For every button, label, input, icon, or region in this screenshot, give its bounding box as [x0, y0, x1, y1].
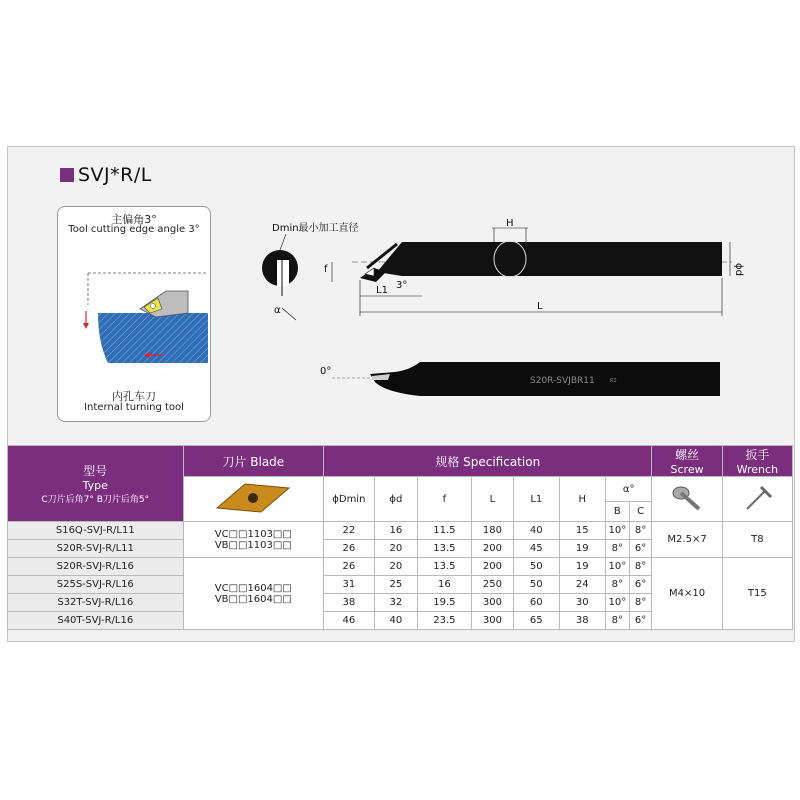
- screw-cell: M4×10: [652, 558, 722, 630]
- blade-image-cell: [183, 477, 323, 522]
- blade-cell: [183, 522, 323, 558]
- spec-cell-h: 30: [559, 594, 605, 612]
- h-label: H: [506, 218, 514, 229]
- spec-cell-d: 20: [374, 540, 417, 558]
- type-cell: S32T-SVJ-R/L16: [8, 594, 184, 612]
- spec-cell-d: 40: [374, 612, 417, 630]
- spec-cell-d: 25: [374, 576, 417, 594]
- spec-cell-c: 8°: [629, 558, 652, 576]
- dmin-label: Dmin最小加工直径: [272, 223, 359, 234]
- zero-angle-label: 0°: [320, 366, 332, 377]
- spec-cell-b: 10°: [605, 522, 629, 540]
- spec-cell-l1: 50: [514, 558, 559, 576]
- bar-marking: S20R-SVJBR11: [530, 376, 595, 386]
- specification-table: [7, 445, 793, 630]
- l-label: L: [537, 301, 543, 312]
- f-label: f: [324, 264, 328, 275]
- angle-label: 3°: [396, 280, 408, 291]
- type-header: 型号 Type C刀片后角7° B刀片后角5°: [8, 446, 184, 522]
- wrench-cell: T8: [722, 522, 792, 558]
- col-f: f: [418, 477, 472, 522]
- spec-cell-b: 10°: [605, 558, 629, 576]
- spec-cell-dmin: 31: [324, 576, 375, 594]
- spec-cell-f: 19.5: [418, 594, 472, 612]
- table-row: [8, 558, 793, 576]
- col-l1: L1: [514, 477, 559, 522]
- blade-code: VB□□1604□□: [214, 593, 292, 605]
- internal-turning-label-cn: 内孔车刀: [112, 390, 156, 403]
- title-marker: [60, 168, 74, 182]
- phi-d-label: ϕd: [733, 263, 744, 276]
- spec-cell-b: 8°: [605, 612, 629, 630]
- spec-cell-c: 6°: [629, 612, 652, 630]
- spec-cell-b: 8°: [605, 540, 629, 558]
- blade-code: VB□□1103□□: [214, 539, 292, 551]
- col-d: ϕd: [374, 477, 417, 522]
- spec-cell-h: 19: [559, 540, 605, 558]
- table-body: [8, 522, 793, 630]
- page-title: [60, 164, 152, 186]
- type-cell: S20R-SVJ-R/L11: [8, 540, 184, 558]
- wrench-cell: T15: [722, 558, 792, 630]
- spec-cell-l: 250: [471, 576, 513, 594]
- spec-cell-d: 32: [374, 594, 417, 612]
- col-alpha: α°: [605, 477, 651, 502]
- spec-cell-c: 6°: [629, 576, 652, 594]
- spec-cell-l: 180: [471, 522, 513, 540]
- cutting-angle-label-cn: 主偏角3°: [111, 213, 157, 226]
- spec-cell-l: 300: [471, 612, 513, 630]
- internal-turning-diagram: [58, 243, 210, 383]
- type-cell: S16Q-SVJ-R/L11: [8, 522, 184, 540]
- spec-cell-l: 300: [471, 594, 513, 612]
- screw-header: 螺丝 Screw: [652, 446, 722, 477]
- table-row: [8, 522, 793, 540]
- cutting-angle-illustration: [57, 206, 211, 422]
- l1-label: L1: [376, 285, 388, 296]
- screw-icon: [667, 481, 707, 515]
- col-c: C: [629, 502, 652, 522]
- insert-icon: [213, 480, 293, 516]
- screw-image-cell: [652, 477, 722, 522]
- type-cell: S25S-SVJ-R/L16: [8, 576, 184, 594]
- spec-cell-l: 200: [471, 540, 513, 558]
- spec-cell-f: 16: [418, 576, 472, 594]
- spec-cell-f: 23.5: [418, 612, 472, 630]
- spec-cell-b: 10°: [605, 594, 629, 612]
- spec-cell-b: 8°: [605, 576, 629, 594]
- col-l: L: [471, 477, 513, 522]
- internal-turning-label-en: Internal turning tool: [84, 402, 184, 413]
- spec-cell-l1: 60: [514, 594, 559, 612]
- spec-cell-d: 16: [374, 522, 417, 540]
- spec-cell-l: 200: [471, 558, 513, 576]
- spec-cell-l1: 50: [514, 576, 559, 594]
- wrench-image-cell: [722, 477, 792, 522]
- type-cell: S20R-SVJ-R/L16: [8, 558, 184, 576]
- spec-cell-c: 8°: [629, 522, 652, 540]
- spec-cell-c: 8°: [629, 594, 652, 612]
- spec-cell-h: 38: [559, 612, 605, 630]
- spec-cell-f: 11.5: [418, 522, 472, 540]
- spec-cell-f: 13.5: [418, 558, 472, 576]
- spec-header: 规格 Specification: [324, 446, 652, 477]
- wrench-icon: [737, 481, 777, 515]
- spec-cell-dmin: 38: [324, 594, 375, 612]
- cutting-angle-label-en: Tool cutting edge angle 3°: [68, 224, 200, 235]
- spec-cell-h: 19: [559, 558, 605, 576]
- blade-code: VC□□1604□□: [214, 582, 292, 594]
- spec-cell-dmin: 46: [324, 612, 375, 630]
- col-b: B: [605, 502, 629, 522]
- spec-cell-l1: 40: [514, 522, 559, 540]
- col-h: H: [559, 477, 605, 522]
- spec-cell-l1: 45: [514, 540, 559, 558]
- type-cell: S40T-SVJ-R/L16: [8, 612, 184, 630]
- spec-cell-c: 6°: [629, 540, 652, 558]
- spec-cell-d: 20: [374, 558, 417, 576]
- spec-cell-f: 13.5: [418, 540, 472, 558]
- wrench-header: 扳手 Wrench: [722, 446, 792, 477]
- spec-cell-dmin: 26: [324, 558, 375, 576]
- spec-cell-dmin: 22: [324, 522, 375, 540]
- title-text: SVJ*R/L: [78, 164, 152, 186]
- tool-dimension-drawing: [252, 216, 752, 331]
- blade-header: 刀片 Blade: [183, 446, 323, 477]
- alpha-label: α: [274, 305, 281, 316]
- spec-cell-h: 24: [559, 576, 605, 594]
- bar-small-marking: R2: [610, 378, 617, 384]
- spec-cell-h: 15: [559, 522, 605, 540]
- col-dmin: ϕDmin: [324, 477, 375, 522]
- blade-cell: [183, 558, 323, 630]
- spec-cell-l1: 65: [514, 612, 559, 630]
- blade-code: VC□□1103□□: [214, 528, 292, 540]
- tool-bar-photo: [300, 352, 730, 412]
- spec-cell-dmin: 26: [324, 540, 375, 558]
- screw-cell: M2.5×7: [652, 522, 722, 558]
